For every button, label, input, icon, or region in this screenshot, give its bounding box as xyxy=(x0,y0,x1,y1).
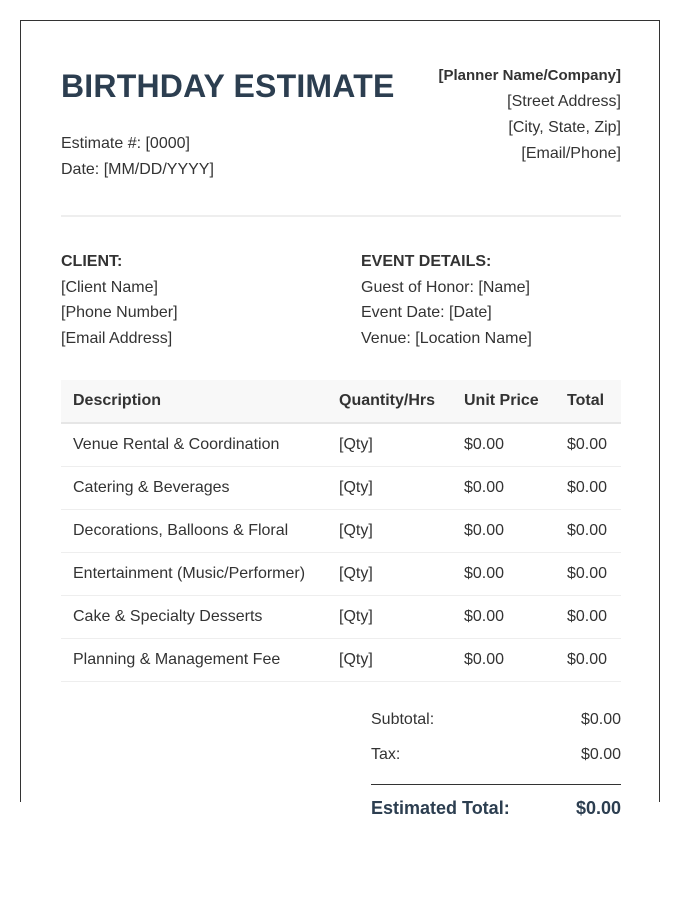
row-description: Cake & Specialty Desserts xyxy=(61,596,327,639)
row-unit-price: $0.00 xyxy=(452,467,555,510)
event-guest: Guest of Honor: [Name] xyxy=(361,278,530,296)
table-row xyxy=(61,639,621,682)
column-header-quantity: Quantity/Hrs xyxy=(327,380,452,423)
client-email: [Email Address] xyxy=(61,329,173,347)
table-row xyxy=(61,467,621,510)
client-heading: CLIENT: xyxy=(61,253,123,270)
row-total: $0.00 xyxy=(555,510,621,553)
company-street: [Street Address] xyxy=(507,93,621,110)
row-quantity: [Qty] xyxy=(327,423,452,467)
client-phone: [Phone Number] xyxy=(61,304,178,321)
grand-total-value: $0.00 xyxy=(575,798,621,818)
subtotal-label: Subtotal: xyxy=(371,711,435,728)
row-description: Venue Rental & Coordination xyxy=(61,423,327,467)
row-unit-price: $0.00 xyxy=(452,639,555,682)
row-description: Decorations, Balloons & Floral xyxy=(61,510,327,553)
totals-block xyxy=(371,707,621,821)
row-total: $0.00 xyxy=(555,596,621,639)
table-header-row xyxy=(61,380,621,423)
tax-label: Tax: xyxy=(371,746,401,763)
row-total: $0.00 xyxy=(555,467,621,510)
table-row xyxy=(61,596,621,639)
row-quantity: [Qty] xyxy=(327,553,452,596)
company-info xyxy=(438,63,621,167)
company-city: [City, State, Zip] xyxy=(508,119,621,136)
subtotal-row xyxy=(371,707,621,742)
estimate-number: Estimate #: [0000] xyxy=(61,135,190,152)
row-total: $0.00 xyxy=(555,639,621,682)
document-title: BIRTHDAY ESTIMATE xyxy=(61,68,395,104)
row-quantity: [Qty] xyxy=(327,467,452,510)
row-quantity: [Qty] xyxy=(327,596,452,639)
column-header-unit-price: Unit Price xyxy=(452,380,555,423)
table-row xyxy=(61,423,621,467)
table-row xyxy=(61,510,621,553)
row-unit-price: $0.00 xyxy=(452,553,555,596)
event-heading: EVENT DETAILS: xyxy=(361,253,492,270)
estimate-sheet xyxy=(20,20,660,818)
event-venue: Venue: [Location Name] xyxy=(361,329,532,347)
tax-row xyxy=(371,742,621,777)
event-date: Event Date: [Date] xyxy=(361,304,492,321)
client-name: [Client Name] xyxy=(61,278,158,296)
grand-total-row xyxy=(371,795,621,821)
row-unit-price: $0.00 xyxy=(452,423,555,467)
line-items-table xyxy=(61,380,621,682)
column-header-total: Total xyxy=(555,380,621,423)
grand-total-label: Estimated Total: xyxy=(371,798,510,818)
company-name: [Planner Name/Company] xyxy=(438,67,621,84)
tax-value: $0.00 xyxy=(580,746,621,763)
row-total: $0.00 xyxy=(555,553,621,596)
row-total: $0.00 xyxy=(555,423,621,467)
estimate-date: Date: [MM/DD/YYYY] xyxy=(61,161,214,178)
subtotal-value: $0.00 xyxy=(580,711,621,728)
totals-divider xyxy=(371,784,621,785)
event-block xyxy=(361,249,532,351)
row-description: Catering & Beverages xyxy=(61,467,327,510)
row-quantity: [Qty] xyxy=(327,510,452,553)
row-unit-price: $0.00 xyxy=(452,596,555,639)
estimate-meta xyxy=(61,131,214,183)
row-description: Entertainment (Music/Performer) xyxy=(61,553,327,596)
company-contact: [Email/Phone] xyxy=(521,145,621,162)
header-divider xyxy=(61,215,621,217)
row-quantity: [Qty] xyxy=(327,639,452,682)
column-header-description: Description xyxy=(61,380,327,423)
row-unit-price: $0.00 xyxy=(452,510,555,553)
client-block xyxy=(61,249,178,351)
row-description: Planning & Management Fee xyxy=(61,639,327,682)
table-row xyxy=(61,553,621,596)
